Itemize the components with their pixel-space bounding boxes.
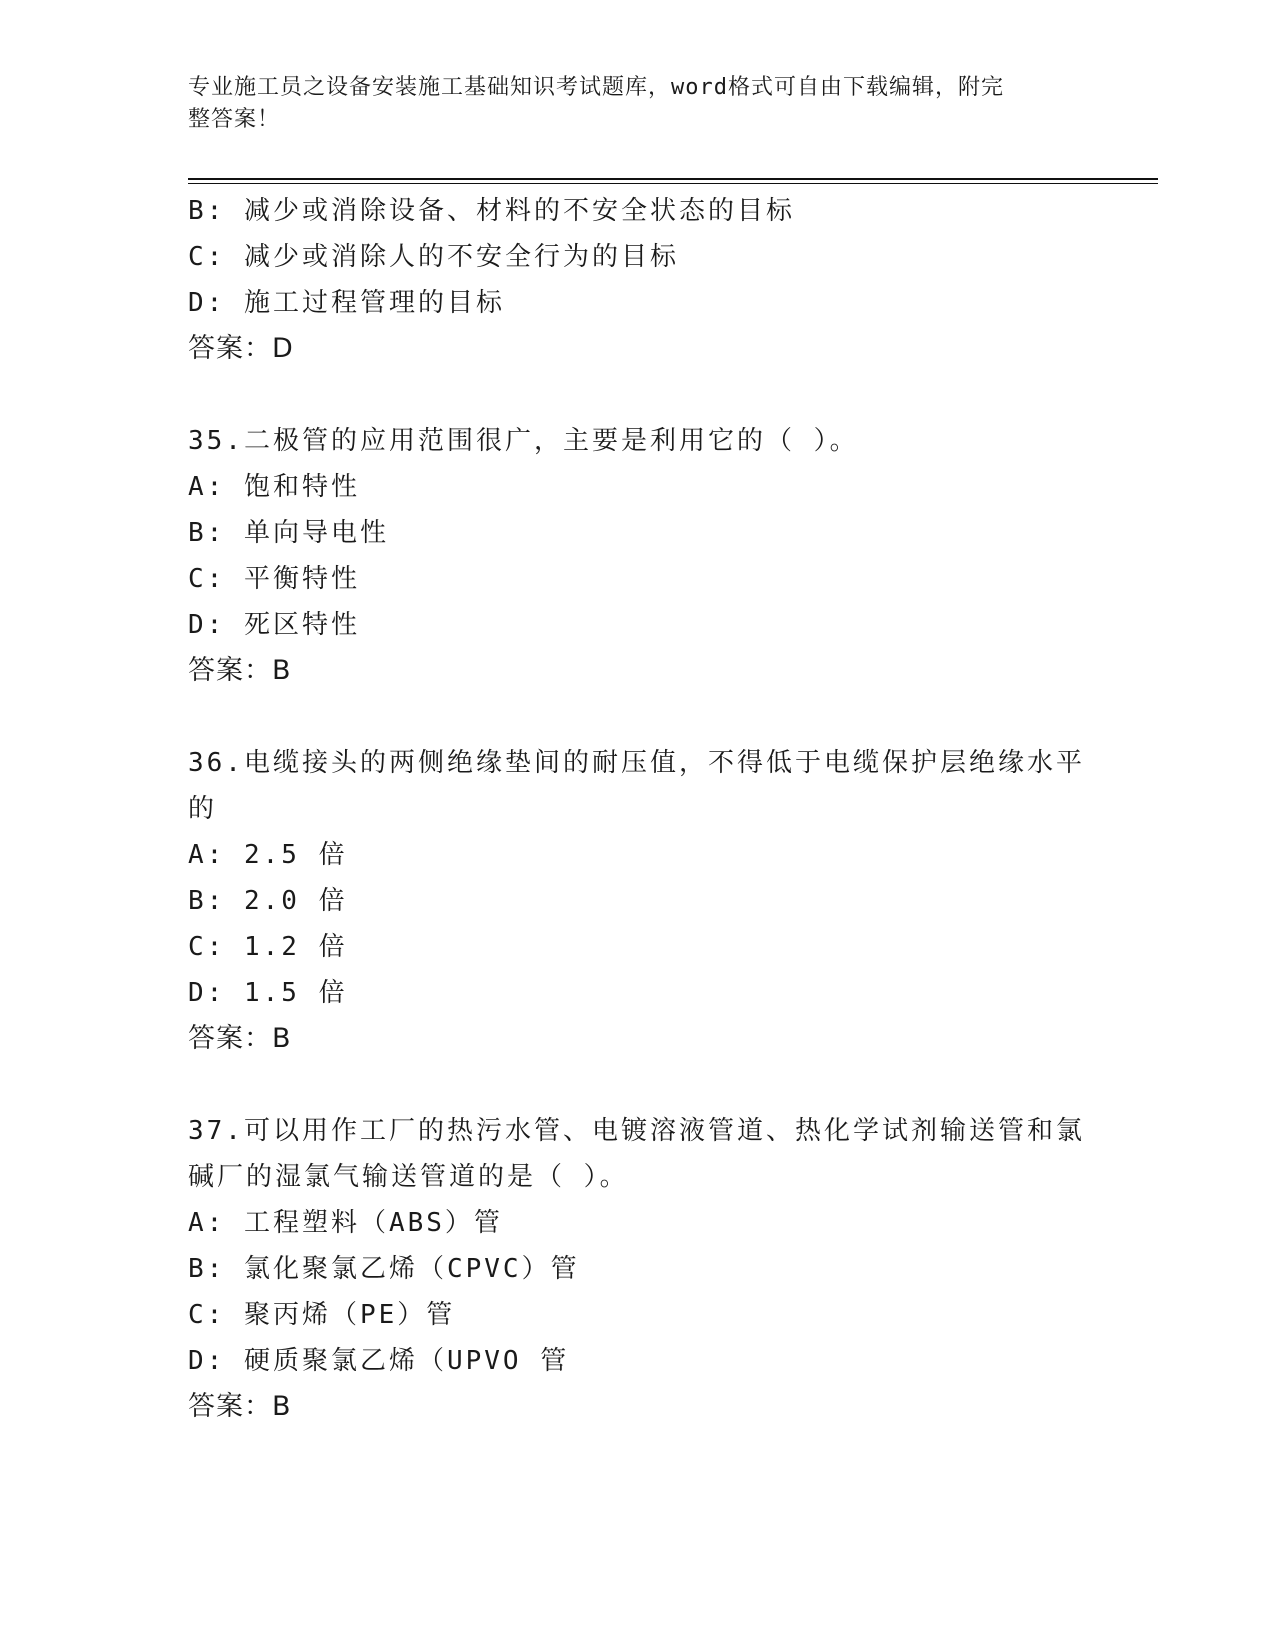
answer-line: 答案：B xyxy=(188,1391,292,1422)
option-c: C: 减少或消除人的不安全行为的目标 xyxy=(188,242,679,272)
option-d: D: 死区特性 xyxy=(188,610,360,640)
header-divider-thin xyxy=(188,183,1158,184)
option-a: A: 工程塑料（ABS）管 xyxy=(188,1208,503,1238)
option-d: D: 硬质聚氯乙烯（UPVO 管 xyxy=(188,1346,570,1376)
question-stem: 35.二极管的应用范围很广，主要是利用它的（ ）。 xyxy=(188,426,859,456)
option-c: C: 平衡特性 xyxy=(188,564,360,594)
option-d: D: 1.5 倍 xyxy=(188,978,348,1008)
spacer xyxy=(188,694,1088,740)
option-b: B: 单向导电性 xyxy=(188,518,389,548)
spacer xyxy=(188,1062,1088,1108)
answer-line: 答案：B xyxy=(188,1023,292,1054)
option-a: A: 饱和特性 xyxy=(188,472,360,502)
option-b: B: 减少或消除设备、材料的不安全状态的目标 xyxy=(188,196,795,226)
header-divider-thick xyxy=(188,178,1158,180)
document-body xyxy=(188,188,1088,1430)
question-36 xyxy=(188,740,1088,1062)
header-line-2: 整答案！ xyxy=(188,107,281,132)
option-d: D: 施工过程管理的目标 xyxy=(188,288,505,318)
option-b: B: 氯化聚氯乙烯（CPVC）管 xyxy=(188,1254,580,1284)
header-line-1: 专业施工员之设备安装施工基础知识考试题库，word格式可自由下载编辑，附完 xyxy=(188,75,1004,100)
spacer xyxy=(188,372,1088,418)
question-37 xyxy=(188,1108,1088,1430)
question-stem: 37.可以用作工厂的热污水管、电镀溶液管道、热化学试剂输送管和氯 xyxy=(188,1116,1085,1146)
question-35 xyxy=(188,418,1088,694)
answer-line: 答案：D xyxy=(188,333,294,364)
option-b: B: 2.0 倍 xyxy=(188,886,348,916)
document-header xyxy=(188,72,1068,136)
question-stem-continued: 的 xyxy=(188,794,218,824)
answer-line: 答案：B xyxy=(188,655,292,686)
question-stem: 36.电缆接头的两侧绝缘垫间的耐压值，不得低于电缆保护层绝缘水平 xyxy=(188,748,1085,778)
option-c: C: 聚丙烯（PE）管 xyxy=(188,1300,456,1330)
question-carryover xyxy=(188,188,1088,372)
option-a: A: 2.5 倍 xyxy=(188,840,348,870)
question-stem-continued: 碱厂的湿氯气输送管道的是（ ）。 xyxy=(188,1162,629,1192)
option-c: C: 1.2 倍 xyxy=(188,932,348,962)
